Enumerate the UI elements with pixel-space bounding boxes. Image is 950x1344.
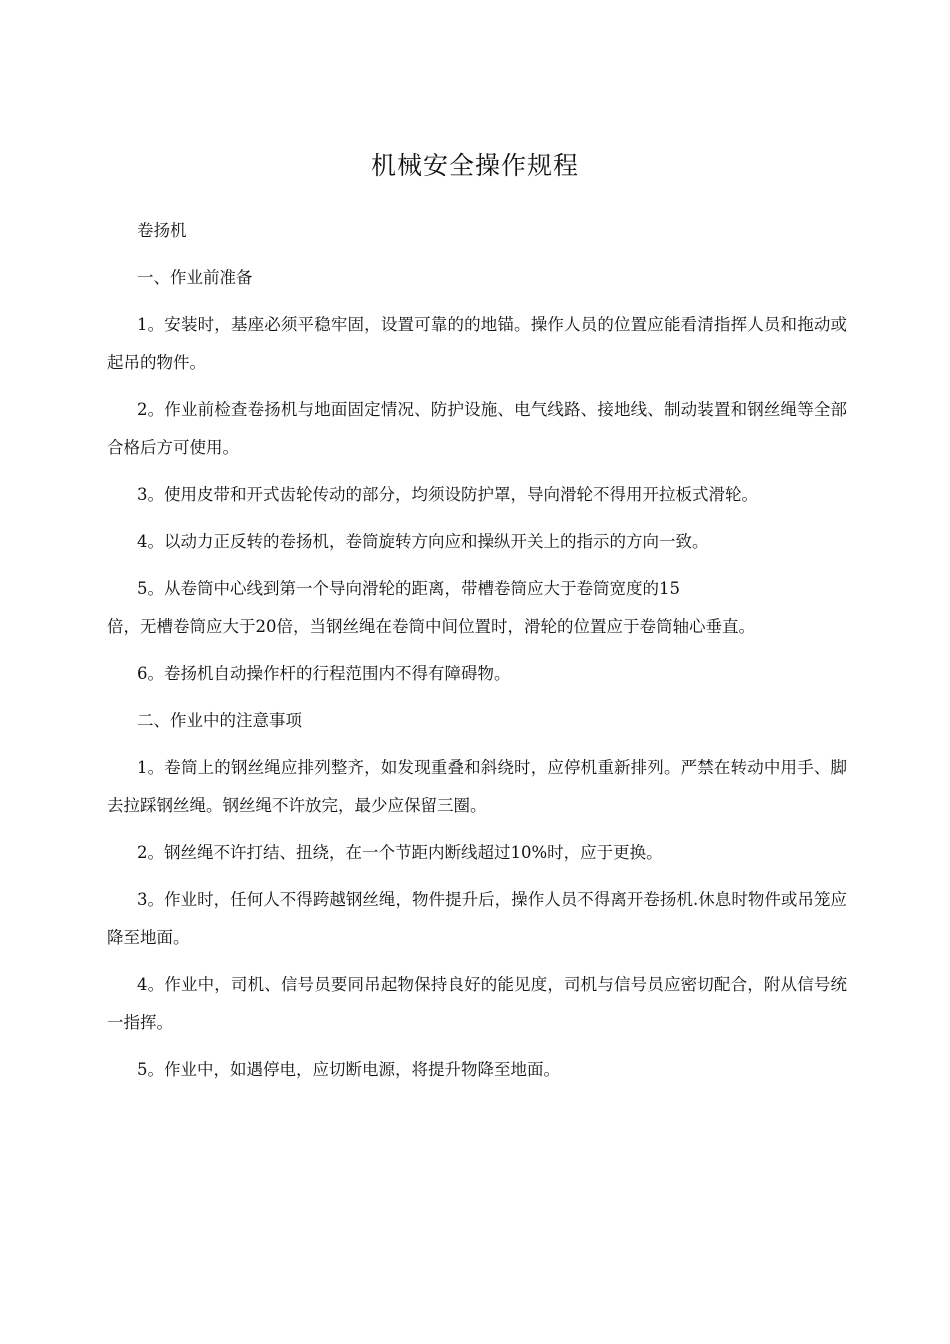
paragraph-op-4: 4。作业中，司机、信号员要同吊起物保持良好的能见度，司机与信号员应密切配合，附从信号统一指挥。 bbox=[107, 975, 847, 1032]
section-heading-operation: 二、作业中的注意事项 bbox=[137, 711, 302, 730]
paragraph-prep-1: 1。安装时，基座必须平稳牢固，设置可靠的的地锚。操作人员的位置应能看清指挥人员和拖动或起吊的物件。 bbox=[107, 315, 847, 372]
paragraph-op-1: 1。卷筒上的钢丝绳应排列整齐，如发现重叠和斜绕时，应停机重新排列。严禁在转动中用手、脚去拉踩钢丝绳。钢丝绳不许放完，最少应保留三圈。 bbox=[107, 758, 847, 815]
document-body bbox=[107, 212, 847, 1098]
paragraph-prep-6: 6。卷扬机自动操作杆的行程范围内不得有障碍物。 bbox=[137, 664, 511, 683]
paragraph-prep-5-line-1: 5。从卷筒中心线到第一个导向滑轮的距离，带槽卷筒应大于卷筒宽度的15 bbox=[137, 579, 680, 598]
paragraph-prep-4: 4。以动力正反转的卷扬机，卷筒旋转方向应和操纵开关上的指示的方向一致。 bbox=[137, 532, 709, 551]
paragraph-op-5: 5。作业中，如遇停电，应切断电源，将提升物降至地面。 bbox=[137, 1060, 560, 1079]
section-heading-winch: 卷扬机 bbox=[137, 221, 187, 240]
paragraph-op-3: 3。作业时，任何人不得跨越钢丝绳，物件提升后，操作人员不得离开卷扬机.休息时物件或吊笼应降至地面。 bbox=[107, 890, 847, 947]
paragraph-prep-3: 3。使用皮带和开式齿轮传动的部分，均须设防护罩，导向滑轮不得用开拉板式滑轮。 bbox=[137, 485, 758, 504]
paragraph-prep-5-continued: 倍，无槽卷筒应大于20倍，当钢丝绳在卷筒中间位置时，滑轮的位置应于卷筒轴心垂直。 bbox=[107, 617, 755, 636]
document-title: 机械安全操作规程 bbox=[370, 151, 579, 180]
section-heading-preparation: 一、作业前准备 bbox=[137, 268, 253, 287]
paragraph-op-2: 2。钢丝绳不许打结、扭绕，在一个节距内断线超过10%时，应于更换。 bbox=[137, 843, 663, 862]
paragraph-prep-2: 2。作业前检查卷扬机与地面固定情况、防护设施、电气线路、接地线、制动装置和钢丝绳等全部合格后方可使用。 bbox=[107, 400, 847, 457]
